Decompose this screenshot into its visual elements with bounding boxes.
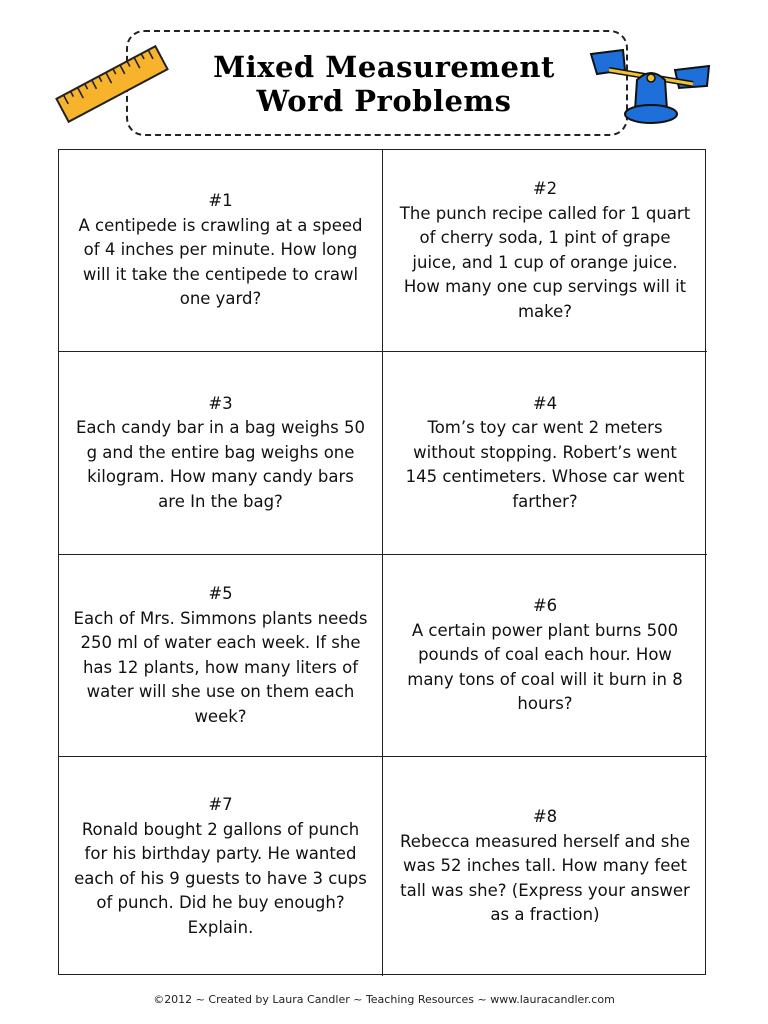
problem-number: #1	[208, 191, 233, 211]
problem-card-3	[59, 352, 383, 555]
problem-text: Rebecca measured herself and she was 52 inches tall. How many feet tall was she? (Express your answer as a fraction)	[400, 831, 690, 925]
page-title	[150, 50, 618, 118]
problem-grid	[58, 149, 706, 975]
problem-number: #3	[208, 393, 233, 413]
problem-number: #5	[208, 584, 233, 603]
title-line-2: Word Problems	[256, 84, 512, 118]
problem-number: #8	[532, 807, 558, 827]
problem-number: #4	[532, 393, 558, 413]
problem-card-2	[383, 150, 707, 352]
problem-card-4	[383, 352, 707, 555]
problem-text: Each of Mrs. Simmons plants needs 250 ml of water each week. If she has 12 plants, how many liters of water will she use on them each week?	[73, 608, 368, 726]
problem-card-5	[59, 555, 383, 757]
problem-text: Ronald bought 2 gallons of punch for his birthday party. He wanted each of his 9 guests to have 3 cups of punch. Did he buy enough? Explain.	[74, 819, 367, 937]
problem-text: Tom’s toy car went 2 meters without stopping. Robert’s went 145 centimeters. Whose car went farther?	[405, 418, 685, 511]
problem-number: #6	[532, 596, 558, 616]
title-line-1: Mixed Measurement	[213, 50, 555, 84]
problem-card-6	[383, 555, 707, 757]
problem-text: Each candy bar in a bag weighs 50 g and the entire bag weighs one kilogram. How many candy bars are In the bag?	[76, 418, 365, 511]
problem-text: A certain power plant burns 500 pounds of coal each hour. How many tons of coal will it burn in 8 hours?	[407, 620, 683, 714]
problem-text: The punch recipe called for 1 quart of cherry soda, 1 pint of grape juice, and 1 cup of orange juice. How many one cup servings will it make?	[399, 203, 691, 321]
problem-number: #2	[532, 179, 558, 198]
problem-card-8	[383, 757, 707, 976]
problem-card-7	[59, 757, 383, 976]
problem-number: #7	[208, 795, 233, 814]
footer-credit: ©2012 ~ Created by Laura Candler ~ Teaching Resources ~ www.lauracandler.com	[153, 993, 615, 1006]
problem-card-1	[59, 150, 383, 352]
problem-text: A centipede is crawling at a speed of 4 inches per minute. How long will it take the centipede to crawl one yard?	[78, 215, 363, 309]
